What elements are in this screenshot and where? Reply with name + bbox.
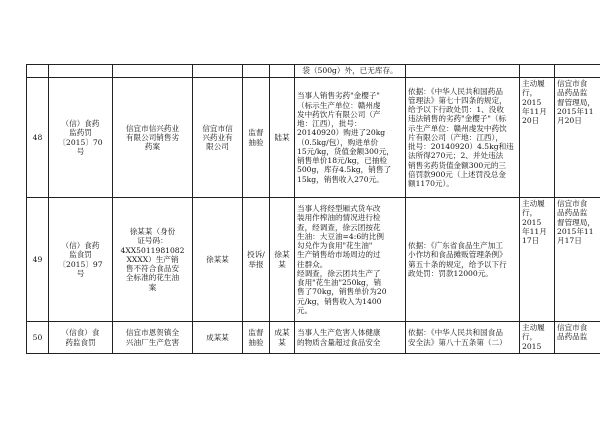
party-name: 信宜市信 兴药业有 限公司 [193, 78, 243, 198]
case-number: （信食）食 药监食罚 [49, 322, 113, 354]
case-name: 徐某某（身份 证号码： 4XX5011981082 XXXX）生产销 售不符合食品安 全标准的花生油 案 [113, 198, 193, 322]
decision-org-cell: 信宜市食 品药品监 督管理局， 2015年11 月17日 [555, 198, 600, 322]
case-number: （信）食药 监食罚 〔2015〕97 号 [49, 198, 113, 322]
case-source: 监督 抽验 [243, 78, 270, 198]
facts-cell: 当事人销售劣药"金樱子" （标示生产单位：赣州虔 发中药饮片有限公司（产 地：江西），批号： 20140920）购进了20kg （0.5kg/包），购进单价 15元/kg，货值金额300元， 销售单价18元/kg，已抽检 500g，库存4.5kg，销售了 15kg，销售收入270元。 [295, 78, 406, 198]
table-row [27, 322, 600, 354]
handler-name: 徐某某 [270, 198, 295, 322]
decision-org-cell: 信宜市食 品药品监 [555, 322, 600, 354]
party-name: 徐某某 [193, 198, 243, 322]
performance-cell: 主动履 行，2015 年11月 20日 [520, 78, 555, 198]
penalty-cell: 依据：《中华人民共和国食品 安全法》第八十五条第（二） [406, 322, 520, 354]
performance-cell: 主动履 行，2015 [520, 322, 555, 354]
facts-cell: 袋（500g）外，已无库存。 [295, 65, 406, 78]
decision-org-cell: 信宜市食 品药品监 督管理局， 2015年11 月20日 [555, 78, 600, 198]
penalty-table [26, 64, 600, 354]
case-number: （信）食药 监药罚 〔2015〕70 号 [49, 78, 113, 198]
case-source: 监督 抽验 [243, 322, 270, 354]
table-row [27, 78, 600, 198]
case-name: 信宜市信兴药业 有限公司销售劣 药案 [113, 78, 193, 198]
row-number: 48 [27, 78, 49, 198]
facts-cell: 当事人将经型厢式货车改 装用作榨油的情况进行检 查，经调查，徐云团按花 生油：大豆油=4:6的比例 勾兑作为食用"花生油" 生产销售给市场周边的过 往群众。 经调查，徐云团共生产了 食用"花生油"250kg，销 售了70kg，销售单价为20 元/kg，销售收入为1400 元。 [295, 198, 406, 322]
performance-cell: 主动履 行，2015 年11月 17日 [520, 198, 555, 322]
table-row [27, 198, 600, 322]
case-source: 投诉/ 举报 [243, 198, 270, 322]
party-name: 成某某 [193, 322, 243, 354]
row-number: 50 [27, 322, 49, 354]
case-name: 信宜市恩贺镇全 兴油厂生产危害 [113, 322, 193, 354]
facts-cell: 当事人生产危害人体健康 的物质含量超过食品安全 [295, 322, 406, 354]
handler-name: 成某某 [270, 322, 295, 354]
table-row [27, 65, 600, 78]
penalty-cell: 依据：《广东省食品生产加工 小作坊和食品摊贩管理条例》 第五十条的规定，给予以下行 政处罚：罚款12000元。 [406, 198, 520, 322]
row-number: 49 [27, 198, 49, 322]
handler-name: 陆某 [270, 78, 295, 198]
penalty-cell: 依据：《中华人民共和国药品 管理法》第七十四条的规定， 给予以下行政处罚：1、没收 违法销售的劣药"金樱子"（标 示生产单位：赣州虔发中药饮 片有限公司（产地：江西）， 批号：20140920）4.5kg和违 法所得270元；2、并处违法 销售劣药货值金额300元的三 倍罚款900元（上述罚没总金 额1170元）。 [406, 78, 520, 198]
